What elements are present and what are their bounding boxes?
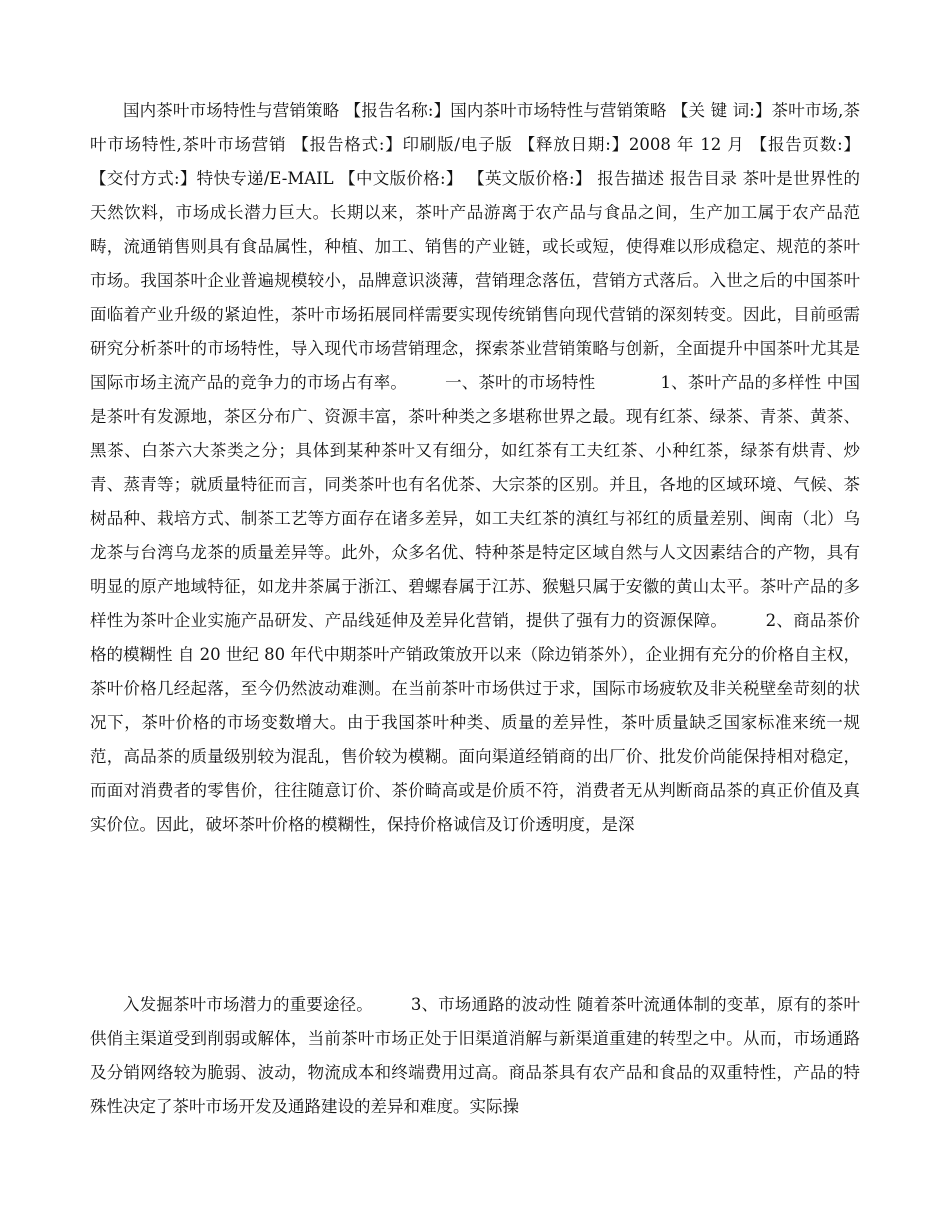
body-paragraph: 国内茶叶市场特性与营销策略 【报告名称:】国内茶叶市场特性与营销策略 【关 键 词:】茶叶市场,茶叶市场特性,茶叶市场营销 【报告格式:】印刷版/电子版 【释放日期:】2008 年 12 月 【报告页数:】 【交付方式:】特快专递/E-MAIL 【中文版价格:】 【英文版价格:】 报告描述 报告目录 茶叶是世界性的天然饮料，市场成长潜力巨大。长期以来，茶叶产品游离于农产品与食品之间，生产加工属于农产品范畴，流通销售则具有食品属性，种植、加工、销售的产业链，或长或短，使得难以形成稳定、规范的茶叶市场。我国茶叶企业普遍规模较小，品牌意识淡薄，营销理念落伍，营销方式落后。入世之后的中国茶叶面临着产业升级的紧迫性，茶叶市场拓展同样需要实现传统销售向现代营销的深刻转变。因此，目前亟需研究分析茶叶的市场特性，导入现代市场营销理念，探索茶业营销策略与创新，全面提升中国茶叶尤其是国际市场主流产品的竞争力的市场占有率。 一、茶叶的市场特性 1、茶叶产品的多样性 中国是茶叶有发源地，茶区分布广、资源丰富，茶叶种类之多堪称世界之最。现有红茶、绿茶、青茶、黄茶、黑茶、白茶六大茶类之分；具体到某种茶叶又有细分，如红茶有工夫红茶、小种红茶，绿茶有烘青、炒青、蒸青等；就质量特征而言，同类茶叶也有名优茶、大宗茶的区别。并且，各地的区域环境、气候、茶树品种、栽培方式、制茶工艺等方面存在诸多差异，如工夫红茶的滇红与祁红的质量差别、闽南（北）乌龙茶与台湾乌龙茶的质量差异等。此外，众多名优、特种茶是特定区域自然与人文因素结合的产物，具有明显的原产地域特征，如龙井茶属于浙江、碧螺春属于江苏、猴魁只属于安徽的黄山太平。茶叶产品的多样性为茶叶企业实施产品研发、产品线延伸及差异化营销，提供了强有力的资源保障。 2、商品茶价格的模糊性 自 20 世纪 80 年代中期茶叶产销政策放开以来（除边销茶外），企业拥有充分的价格自主权，茶叶价格几经起落，至今仍然波动难测。在当前茶叶市场供过于求，国际市场疲软及非关税壁垒苛刻的状况下，茶叶价格的市场变数增大。由于我国茶叶种类、质量的差异性，茶叶质量缺乏国家标准来统一规范，高品茶的质量级别较为混乱，售价较为模糊。面向渠道经销商的出厂价、批发价尚能保持相对稳定，而面对消费者的零售价，往往随意订价、茶价畸高或是价质不符，消费者无从判断商品茶的真正价值及真实价位。因此，破坏茶叶价格的模糊性，保持价格诚信及订价透明度，是深 [90,101,866,834]
body-paragraph: 入发掘茶叶市场潜力的重要途径。 3、市场通路的波动性 随着茶叶流通体制的变革，原有的茶叶供俏主渠道受到削弱或解体，当前茶叶市场正处于旧渠道消解与新渠道重建的转型之中。从而，市场通路及分销网络较为脆弱、波动，物流成本和终端费用过高。商品茶具有农产品和食品的双重特性，产品的特殊性决定了茶叶市场开发及通路建设的差异和难度。实际操 [90,995,860,1116]
